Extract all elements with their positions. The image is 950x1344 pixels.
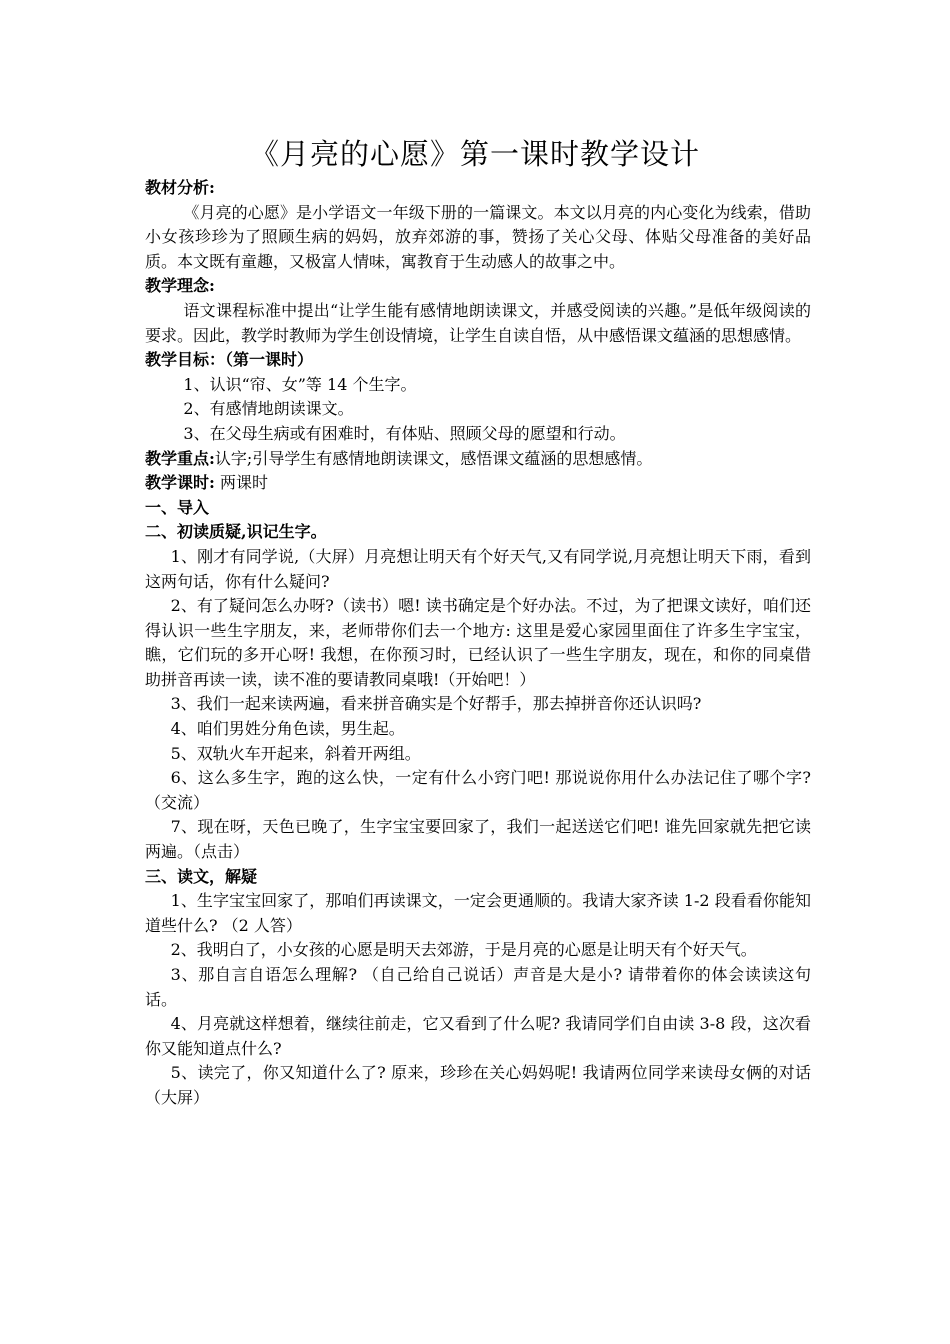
concept-heading: 教学理念:	[145, 276, 215, 296]
section3-item: 4、月亮就这样想着，继续往前走，它又看到了什么呢? 我请同学们自由读 3-8 段，这次看你又能知道点什么?	[145, 1014, 811, 1058]
material-text: 《月亮的心愿》是小学语文一年级下册的一篇课文。本文以月亮的内心变化为线索，借助小女孩珍珍为了照顾生病的妈妈，放弃郊游的事，赞扬了关心父母、体贴父母准备的美好品质。本文既有童趣，又极富人情味，寓教育于生动感人的故事之中。	[145, 202, 811, 271]
section1-heading: 一、导入	[145, 497, 210, 517]
section2-item: 2、有了疑问怎么办呀?（读书）嗯! 读书确定是个好办法。不过，为了把课文读好，咱们还得认识一些生字朋友，来，老师带你们去一个地方: 这里是爱心家园里面住了许多生字宝宝，瞧，它们玩的多开心呀! 我想，在你预习时，已经认识了一些生字朋友，现在，和你的同桌借助拼音再读一读，读不准的要请教同桌哦!（开始吧！）	[145, 596, 811, 689]
hours-heading: 教学课时:	[145, 473, 215, 493]
section2-item: 6、这么多生字，跑的这么快，一定有什么小窍门吧! 那说说你用什么办法记住了哪个字? （交流）	[145, 768, 811, 812]
hours-line	[145, 471, 811, 496]
section3-item: 2、我明白了，小女孩的心愿是明天去郊游，于是月亮的心愿是让明天有个好天气。	[170, 940, 757, 960]
section2-item: 5、双轨火车开起来，斜着开两组。	[170, 743, 421, 763]
material-heading: 教材分析:	[145, 178, 215, 197]
objectives-heading: 教学目标：（第一课时）	[145, 350, 314, 370]
section2-heading: 二、初读质疑,识记生字。	[145, 522, 327, 542]
section3-item: 5、读完了，你又知道什么了? 原来，珍珍在关心妈妈呢! 我请两位同学来读母女俩的对话（大屏）	[145, 1063, 811, 1107]
focus-text: 认字;引导学生有感情地朗读课文，感悟课文蕴涵的思想感情。	[214, 448, 653, 468]
objective-item: 3、在父母生病或有困难时，有体贴、照顾父母的愿望和行动。	[183, 423, 626, 443]
section3-heading: 三、读文，解疑	[145, 866, 258, 886]
concept-text: 语文课程标准中提出“让学生能有感情地朗读课文，并感受阅读的兴趣。”是低年级阅读的要求。因此，教学时教师为学生创设情境，让学生自读自悟，从中感悟课文蕴涵的思想感情。	[145, 300, 811, 345]
objective-item: 2、有感情地朗读课文。	[183, 399, 354, 419]
document-body	[145, 176, 811, 1111]
section3-item: 3、那自言自语怎么理解? （自己给自己说话）声音是大是小? 请带着你的体会读读这句话。	[145, 965, 811, 1009]
hours-text: 两课时	[220, 473, 269, 493]
section2-item: 7、现在呀，天色已晚了，生字宝宝要回家了，我们一起送送它们吧! 谁先回家就先把它读两遍。（点击）	[145, 817, 811, 862]
objective-item: 1、认识“帘、女”等 14 个生字。	[183, 374, 417, 394]
section2-item: 3、我们一起来读两遍，看来拼音确实是个好帮手，那去掉拼音你还认识吗?	[170, 694, 702, 714]
focus-heading: 教学重点:	[145, 448, 215, 468]
section3-item: 1、生字宝宝回家了，那咱们再读课文，一定会更通顺的。我请大家齐读 1-2 段看看你能知道些什么? （2 人答）	[145, 891, 811, 935]
focus-line	[145, 447, 811, 472]
section2-item: 1、刚才有同学说,（大屏）月亮想让明天有个好天气,又有同学说,月亮想让明天下雨，看到这两句话，你有什么疑问?	[145, 546, 811, 591]
document-title: 《月亮的心愿》第一课时教学设计	[249, 137, 700, 171]
section2-item: 4、咱们男姓分角色读，男生起。	[170, 719, 405, 739]
